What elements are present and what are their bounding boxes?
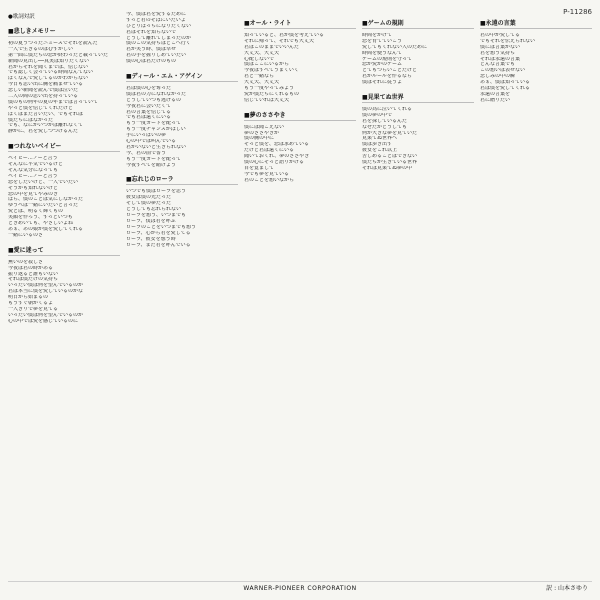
- lyric-line: そっと僕を、恋は求めている: [244, 142, 310, 148]
- lyric-line: あぁ、あの娘が僕を愛してくれる: [8, 226, 83, 232]
- lyric-line: いったい僕は何を望んでいるのか: [8, 283, 84, 289]
- lyric-line: ぼくなんで愛してるのかわからない: [8, 76, 89, 82]
- lyric-line: もう一度チャンスがほしい: [126, 127, 186, 133]
- lyric-line: ときめいても、やさしいよね: [8, 221, 74, 227]
- lyric-line: ベイビー…ノーと言う: [8, 173, 58, 179]
- lyric-line: 今日も思い出に胸を痛ませている: [8, 82, 84, 88]
- lyric-line: 君はそれを知らないで: [126, 29, 177, 35]
- lyric-line: とてもつらいことだけど: [362, 68, 418, 74]
- song-title: ■悲しきメモリー: [8, 26, 120, 37]
- lyric-line: 僕の心は君だけのもの: [126, 59, 177, 65]
- lyric-line: 僕の心にそっと語りかける: [244, 160, 305, 166]
- lyric-line: 恋か愛かのゲーム: [362, 62, 403, 68]
- lyric-line: 恋の中を見てやみのき: [8, 191, 59, 197]
- lyric-line: 君がルールを作るなら: [362, 74, 412, 80]
- lyric-line: 時間を使うなんて: [362, 50, 403, 56]
- lyric-line: 大丈夫、大丈夫: [244, 80, 280, 86]
- lyric-line: だけど君は遠くにいる: [244, 148, 295, 154]
- lyric-line: 僕たちにはなかった: [8, 117, 54, 123]
- lyric-line: ゆうべは一緒にいたいと言った: [8, 203, 79, 209]
- lyric-line: 一人で生きるのはむずかしい: [8, 46, 74, 52]
- lyric-line: それは見果てぬ夢の中: [362, 165, 413, 171]
- lyric-line: 僕たちが生きている世界: [362, 160, 418, 166]
- lyric-line: そんなに平気でいるけど: [8, 162, 64, 168]
- lyric-line: それは僕だけの気持ち: [8, 277, 59, 283]
- lyric-line: 君は本当に僕を愛しているのかな: [8, 289, 84, 295]
- lyric-line: ずっと君のそばにいたいよ: [126, 17, 186, 23]
- lyric-line: 僕はそれに従うよ: [362, 80, 403, 86]
- lyric-line: なぜだかどうしても: [362, 124, 408, 130]
- lyric-line: ローラ、まだ君を呼んでいる: [126, 242, 191, 248]
- lyric-line: もう一度カードを配って: [126, 156, 182, 162]
- lyric-line: 初の夏うつったニュースでそれを読んだ: [8, 41, 98, 46]
- lyric-line: ローラ、彼女を想う時: [126, 236, 176, 242]
- lyric-line: 二人の間の思い出を持っている: [8, 94, 79, 100]
- lyric-line: 君がいないと生きられない: [126, 144, 187, 150]
- lyrics-column-4: [362, 12, 474, 570]
- lyric-line: 僕の胸の中に: [244, 136, 275, 142]
- lyric-line: ぼくはまた言いたい、でもそれは: [8, 111, 84, 117]
- lyric-line: 愛が僕たちにくれるもの: [244, 91, 300, 97]
- lyric-line: 君が笑う時、僕は幸せ: [126, 47, 177, 53]
- lyric-line: 心の中では叫んでいる: [126, 139, 177, 145]
- lyric-line: 何か大きな夢を見ていた: [362, 130, 418, 136]
- lyric-line: 僕には聞こえない: [244, 124, 285, 130]
- lyric-line: そんな気分になっても: [8, 168, 59, 174]
- lyric-line: 君と一緒なら: [244, 74, 275, 80]
- company-footer: WARNER-PIONEER CORPORATION: [243, 585, 357, 592]
- lyric-line: あぁ、僕は知っている: [480, 80, 530, 86]
- lyric-line: 僕は歩き出す: [362, 142, 393, 148]
- bottom-divider: [8, 581, 592, 582]
- lyric-line: どうしても忘れられない: [126, 207, 182, 213]
- lyric-line: 目を覚まして: [244, 165, 275, 171]
- lyric-line: ひとりぼっちになりたくない: [126, 23, 192, 29]
- lyric-line: ローラ、心から君を愛してる: [126, 230, 191, 236]
- lyric-line: 心配しないで: [244, 56, 275, 62]
- lyric-line: 君の言葉を信じてる: [126, 109, 172, 115]
- lyrics-column-2: [126, 12, 238, 570]
- lyric-line: 君は僕を愛してくれる: [480, 86, 531, 92]
- lyric-line: 見果てぬ世界へ: [362, 136, 398, 142]
- lyric-line: やっと僕を信じてくれたけど: [8, 105, 74, 111]
- lyric-line: 静かに、君を愛しつづけるんだ: [8, 129, 79, 135]
- lyrics-columns: [8, 12, 592, 570]
- lyric-line: 君はこのままでいいんだ: [244, 44, 300, 50]
- lyric-line: でもそれを伝えられない: [480, 38, 536, 44]
- lyric-line: もう一度カードを配って: [126, 121, 182, 127]
- lyric-line: 僕のこの気持ちはどこへ行く: [126, 41, 191, 47]
- lyric-line: 振り返ると誰もいない: [8, 271, 59, 277]
- lyric-line: 愛とは、明るく輝くもの: [8, 209, 64, 215]
- lyric-line: 今夜は君の時がある: [8, 265, 54, 271]
- lyrics-column-5: [480, 12, 592, 570]
- lyric-line: 今、君の前で誓う: [126, 150, 167, 156]
- lyric-line: どうして離れてしまったのか: [126, 35, 192, 41]
- page-code: P-11286: [563, 8, 592, 16]
- lyric-line: もう一度やってみよう: [244, 86, 295, 92]
- song-title: ■見果てぬ世界: [362, 92, 474, 103]
- lyrics-column-1: [8, 12, 120, 570]
- lyric-line: 君は僕の心を奪った: [126, 86, 172, 92]
- lyric-line: ゲームの規則を守って: [362, 56, 413, 62]
- lyric-line: 今夜はすべてうまくいく: [244, 68, 299, 74]
- lyric-line: どんな言葉でも: [480, 62, 516, 68]
- lyrics-column-3: [244, 12, 356, 570]
- lyric-line: 一人きりで夢を見てる: [8, 306, 59, 312]
- lyric-line: 僕は君の力になれなかった: [126, 91, 187, 97]
- lyric-line: 僕の夢の中で: [362, 112, 393, 118]
- lyric-line: 聞いておくれ、夢のささやき: [244, 154, 310, 160]
- lyric-line: 今でも夢を見ている: [244, 171, 290, 177]
- lyric-line: でも認しく会っている時間なんてない: [8, 70, 94, 76]
- lyric-line: 永遠の言葉を: [480, 91, 511, 97]
- lyric-line: ほら、僕のことは気にしなかった: [8, 197, 84, 203]
- lyric-line: 無いのを寂しさ: [8, 259, 44, 265]
- lyric-line: 信じていれば大丈夫: [244, 97, 290, 103]
- lyric-line: 笑顔を作ろう、ずっといつも: [8, 215, 73, 221]
- lyric-line: それは永遠の言葉: [480, 56, 521, 62]
- lyric-line: どうしていつも逃げるの: [126, 97, 182, 103]
- lyric-line: 第一面に僕たちの恋が終わったと載っていた: [8, 52, 108, 58]
- lyric-line: 彼女をこれ以上: [362, 148, 398, 154]
- lyric-line: そして僕の夢だった: [126, 201, 172, 207]
- song-title: ■つれないベイビー: [8, 141, 120, 152]
- lyric-line: 大丈夫、大丈夫: [244, 50, 280, 56]
- lyric-line: ローラ、僕は君を呼ぶ: [126, 218, 176, 224]
- lyric-line: 君を想う気持ち: [480, 50, 516, 56]
- lyric-line: 今、僕は君を愛するために: [126, 12, 187, 17]
- lyric-line: 君からそれを聞くまでは、信じない: [8, 64, 89, 70]
- song-title: ■永遠の言葉: [480, 18, 592, 29]
- lyric-line: 明日から始まるの: [8, 295, 49, 301]
- lyric-line: 君の中が愛してる: [480, 33, 521, 38]
- lyric-line: ベイビー…ノーと言う: [8, 156, 58, 162]
- song-title: ■愛に迷って: [8, 245, 120, 256]
- lyric-line: いつでも僕はローラを思う: [126, 189, 187, 195]
- lyric-line: 今夜君に会いたくて: [126, 103, 172, 109]
- lyric-line: もうすぐ朝がくるよ: [8, 300, 54, 306]
- lyric-line: 時間をかけて: [362, 33, 393, 38]
- lyric-line: ローラを想う、いつまでも: [126, 213, 187, 219]
- lyric-line: 君のことを想いながら: [244, 177, 295, 183]
- lyric-line: 君を探しているんだ: [362, 118, 408, 124]
- lyric-line: でも、なにがいつかは離れなくて: [8, 123, 84, 129]
- song-title: ■ゲームの規則: [362, 18, 474, 29]
- lyric-line: 君の手を握りしめていたい: [126, 53, 187, 59]
- lyric-line: そうかも知れないけど: [8, 185, 59, 191]
- song-title: ■忘れじのローラ: [126, 174, 238, 185]
- lyric-line: 君に贈りたい: [480, 97, 511, 103]
- lyric-line: 一緒にいるのさ: [8, 232, 44, 238]
- song-title: ■夢のささやき: [244, 110, 356, 121]
- song-title: ■オール・ライト: [244, 18, 356, 29]
- lyric-line: 恋を育てていこう: [362, 38, 403, 44]
- translator-credit: 訳 : 山本さゆり: [546, 585, 588, 592]
- lyric-line: 僕はここにいるから: [244, 62, 290, 68]
- song-title: ■ディール・エム・アゲイン: [126, 71, 238, 82]
- lyric-line: この想いは表せない: [480, 68, 526, 74]
- lyric-line: それに帰って、それでも大丈夫: [244, 38, 314, 44]
- lyric-line: 知っていると、君が僕を考えている: [244, 33, 325, 38]
- lyric-line: 夢のささやきが: [244, 130, 280, 136]
- lyric-line: 手にいっぱいの夢: [126, 133, 167, 139]
- lyric-line: 僕の為に泣いてくれる: [362, 107, 413, 113]
- lyric-line: 僕のもの何年の夏の年までは言っていて: [8, 99, 99, 105]
- lyric-line: 恋をしたいけど、一人でいたい: [8, 179, 79, 185]
- lyric-line: 心の中では愛を感じているのに: [8, 318, 79, 324]
- lyric-line: 苦しめることはできない: [362, 154, 418, 160]
- column-credit: ●歌詞対訳: [8, 14, 35, 20]
- lyric-line: 新聞の見出し──真実は知りたくない: [8, 58, 90, 64]
- lyric-line: 彼女は僕の光だった: [126, 195, 172, 201]
- lyric-line: 今夜すべてを賭けよう: [126, 162, 176, 168]
- lyric-line: 愛してもくれない人のために: [362, 44, 428, 50]
- lyric-line: 僕には言葉がない: [480, 44, 521, 50]
- lyric-line: 悲しい新聞を読んで僕は泣いた: [8, 88, 79, 94]
- lyric-line: いったい僕は何を望んでいるのか: [8, 312, 84, 318]
- lyric-line: でも君は遠くにいる: [126, 115, 172, 121]
- lyric-line: 悲しみの中の瞬: [480, 74, 516, 80]
- lyric-line: ローラのことをいつまでも想う: [126, 224, 197, 230]
